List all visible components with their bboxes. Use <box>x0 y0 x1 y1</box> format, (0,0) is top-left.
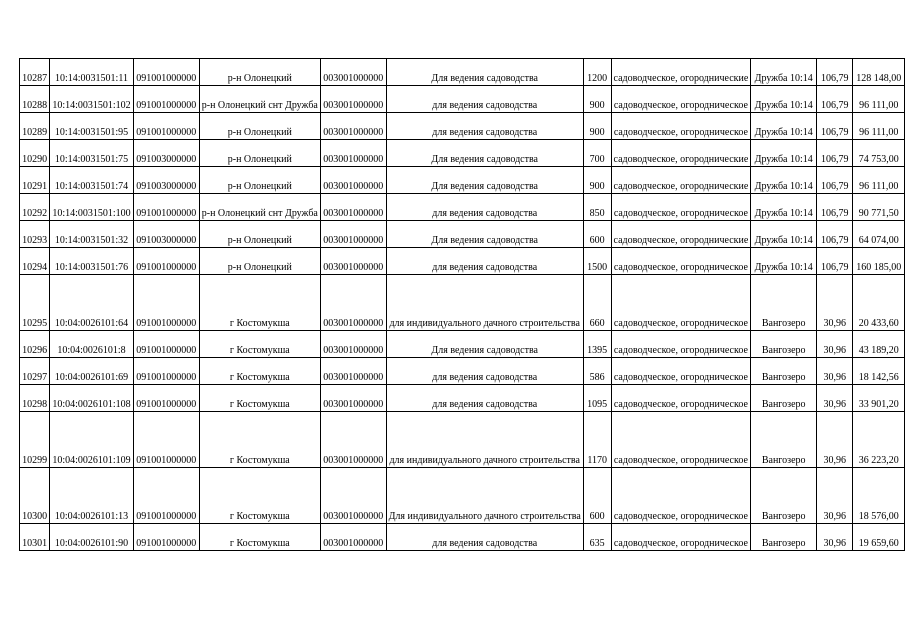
permitted-use-cell: для ведения садоводства <box>386 113 583 140</box>
row-number-cell: 10291 <box>20 167 50 194</box>
area-cell: 1095 <box>583 385 611 412</box>
oktmo-code-cell: 003001000000 <box>320 412 386 468</box>
table-row <box>20 140 905 167</box>
cadastral-value-cell: 160 185,00 <box>853 248 905 275</box>
cadastral-value-cell: 20 433,60 <box>853 275 905 331</box>
okato-code-cell: 091001000000 <box>133 59 199 86</box>
table-row <box>20 221 905 248</box>
area-cell: 1200 <box>583 59 611 86</box>
permitted-use-cell: для ведения садоводства <box>386 86 583 113</box>
specific-value-cell: 106,79 <box>817 140 853 167</box>
cadastral-value-cell: 96 111,00 <box>853 167 905 194</box>
oktmo-code-cell: 003001000000 <box>320 167 386 194</box>
cadastral-number-cell: 10:04:0026101:8 <box>50 331 133 358</box>
oktmo-code-cell: 003001000000 <box>320 140 386 167</box>
specific-value-cell: 30,96 <box>817 412 853 468</box>
specific-value-cell: 30,96 <box>817 468 853 524</box>
okato-code-cell: 091001000000 <box>133 412 199 468</box>
location-cell: р-н Олонецкий снт Дружба <box>199 194 320 221</box>
area-cell: 850 <box>583 194 611 221</box>
cadastral-value-cell: 96 111,00 <box>853 86 905 113</box>
cadastral-number-cell: 10:04:0026101:108 <box>50 385 133 412</box>
cadastral-value-cell: 96 111,00 <box>853 113 905 140</box>
land-use-group-cell: садоводческое, огородническое <box>611 331 751 358</box>
table-row <box>20 331 905 358</box>
okato-code-cell: 091001000000 <box>133 524 199 551</box>
area-cell: 700 <box>583 140 611 167</box>
row-number-cell: 10301 <box>20 524 50 551</box>
table-row <box>20 248 905 275</box>
area-cell: 1395 <box>583 331 611 358</box>
permitted-use-cell: Для ведения садоводства <box>386 59 583 86</box>
table-row <box>20 524 905 551</box>
okato-code-cell: 091001000000 <box>133 331 199 358</box>
valuation-zone-cell: Вангозеро <box>751 385 817 412</box>
location-cell: р-н Олонецкий снт Дружба <box>199 86 320 113</box>
table-row <box>20 113 905 140</box>
area-cell: 1170 <box>583 412 611 468</box>
table-row <box>20 412 905 468</box>
permitted-use-cell: Для ведения садоводства <box>386 331 583 358</box>
valuation-zone-cell: Дружба 10:14 <box>751 59 817 86</box>
table-row <box>20 167 905 194</box>
valuation-zone-cell: Дружба 10:14 <box>751 113 817 140</box>
table-row <box>20 59 905 86</box>
oktmo-code-cell: 003001000000 <box>320 331 386 358</box>
valuation-zone-cell: Вангозеро <box>751 275 817 331</box>
row-number-cell: 10295 <box>20 275 50 331</box>
land-use-group-cell: садоводческое, огородническое <box>611 248 751 275</box>
cadastral-number-cell: 10:14:0031501:102 <box>50 86 133 113</box>
okato-code-cell: 091001000000 <box>133 385 199 412</box>
permitted-use-cell: Для ведения садоводства <box>386 140 583 167</box>
row-number-cell: 10293 <box>20 221 50 248</box>
location-cell: р-н Олонецкий <box>199 221 320 248</box>
row-number-cell: 10294 <box>20 248 50 275</box>
oktmo-code-cell: 003001000000 <box>320 248 386 275</box>
cadastral-value-cell: 43 189,20 <box>853 331 905 358</box>
okato-code-cell: 091001000000 <box>133 194 199 221</box>
cadastral-number-cell: 10:14:0031501:95 <box>50 113 133 140</box>
specific-value-cell: 106,79 <box>817 194 853 221</box>
location-cell: г Костомукша <box>199 412 320 468</box>
land-use-group-cell: садоводческое, огородническое <box>611 113 751 140</box>
cadastral-value-cell: 128 148,00 <box>853 59 905 86</box>
cadastral-number-cell: 10:04:0026101:109 <box>50 412 133 468</box>
cadastral-number-cell: 10:14:0031501:75 <box>50 140 133 167</box>
specific-value-cell: 106,79 <box>817 167 853 194</box>
cadastral-value-cell: 18 576,00 <box>853 468 905 524</box>
okato-code-cell: 091001000000 <box>133 248 199 275</box>
specific-value-cell: 106,79 <box>817 59 853 86</box>
okato-code-cell: 091001000000 <box>133 468 199 524</box>
table-body <box>20 59 905 551</box>
permitted-use-cell: Для ведения садоводства <box>386 167 583 194</box>
land-use-group-cell: садоводческое, огородническое <box>611 86 751 113</box>
specific-value-cell: 106,79 <box>817 86 853 113</box>
area-cell: 586 <box>583 358 611 385</box>
permitted-use-cell: для ведения садоводства <box>386 194 583 221</box>
location-cell: г Костомукша <box>199 331 320 358</box>
valuation-zone-cell: Вангозеро <box>751 358 817 385</box>
cadastral-value-cell: 90 771,50 <box>853 194 905 221</box>
specific-value-cell: 30,96 <box>817 358 853 385</box>
specific-value-cell: 106,79 <box>817 113 853 140</box>
specific-value-cell: 30,96 <box>817 331 853 358</box>
location-cell: р-н Олонецкий <box>199 140 320 167</box>
table-row <box>20 86 905 113</box>
cadastral-number-cell: 10:04:0026101:13 <box>50 468 133 524</box>
oktmo-code-cell: 003001000000 <box>320 468 386 524</box>
location-cell: р-н Олонецкий <box>199 167 320 194</box>
okato-code-cell: 091003000000 <box>133 140 199 167</box>
permitted-use-cell: Для ведения садоводства <box>386 221 583 248</box>
valuation-zone-cell: Вангозеро <box>751 468 817 524</box>
land-use-group-cell: садоводческое, огородническое <box>611 524 751 551</box>
specific-value-cell: 30,96 <box>817 385 853 412</box>
row-number-cell: 10300 <box>20 468 50 524</box>
area-cell: 900 <box>583 86 611 113</box>
oktmo-code-cell: 003001000000 <box>320 358 386 385</box>
area-cell: 900 <box>583 167 611 194</box>
cadastral-number-cell: 10:14:0031501:74 <box>50 167 133 194</box>
area-cell: 600 <box>583 221 611 248</box>
valuation-zone-cell: Дружба 10:14 <box>751 221 817 248</box>
cadastral-number-cell: 10:04:0026101:69 <box>50 358 133 385</box>
okato-code-cell: 091001000000 <box>133 275 199 331</box>
oktmo-code-cell: 003001000000 <box>320 524 386 551</box>
permitted-use-cell: для ведения садоводства <box>386 385 583 412</box>
okato-code-cell: 091003000000 <box>133 167 199 194</box>
cadastral-number-cell: 10:14:0031501:76 <box>50 248 133 275</box>
valuation-zone-cell: Дружба 10:14 <box>751 86 817 113</box>
permitted-use-cell: для ведения садоводства <box>386 524 583 551</box>
okato-code-cell: 091001000000 <box>133 86 199 113</box>
land-use-group-cell: садоводческое, огороднические <box>611 221 751 248</box>
specific-value-cell: 106,79 <box>817 221 853 248</box>
valuation-zone-cell: Дружба 10:14 <box>751 140 817 167</box>
location-cell: г Костомукша <box>199 358 320 385</box>
cadastral-value-cell: 33 901,20 <box>853 385 905 412</box>
cadastral-number-cell: 10:14:0031501:11 <box>50 59 133 86</box>
permitted-use-cell: для ведения садоводства <box>386 358 583 385</box>
area-cell: 635 <box>583 524 611 551</box>
valuation-zone-cell: Вангозеро <box>751 412 817 468</box>
row-number-cell: 10288 <box>20 86 50 113</box>
permitted-use-cell: для ведения садоводства <box>386 248 583 275</box>
specific-value-cell: 30,96 <box>817 524 853 551</box>
okato-code-cell: 091001000000 <box>133 358 199 385</box>
area-cell: 1500 <box>583 248 611 275</box>
table-row <box>20 275 905 331</box>
area-cell: 660 <box>583 275 611 331</box>
row-number-cell: 10292 <box>20 194 50 221</box>
oktmo-code-cell: 003001000000 <box>320 113 386 140</box>
land-use-group-cell: садоводческое, огородническое <box>611 358 751 385</box>
table-row <box>20 468 905 524</box>
land-use-group-cell: садоводческое, огородническое <box>611 468 751 524</box>
land-use-group-cell: садоводческое, огородническое <box>611 385 751 412</box>
area-cell: 600 <box>583 468 611 524</box>
specific-value-cell: 106,79 <box>817 248 853 275</box>
land-use-group-cell: садоводческое, огородническое <box>611 412 751 468</box>
row-number-cell: 10298 <box>20 385 50 412</box>
oktmo-code-cell: 003001000000 <box>320 275 386 331</box>
specific-value-cell: 30,96 <box>817 275 853 331</box>
okato-code-cell: 091001000000 <box>133 113 199 140</box>
area-cell: 900 <box>583 113 611 140</box>
cadastral-value-cell: 64 074,00 <box>853 221 905 248</box>
valuation-zone-cell: Дружба 10:14 <box>751 194 817 221</box>
land-use-group-cell: садоводческое, огороднические <box>611 167 751 194</box>
location-cell: г Костомукша <box>199 275 320 331</box>
cadastral-number-cell: 10:14:0031501:100 <box>50 194 133 221</box>
permitted-use-cell: Для индивидуального дачного строительства <box>386 468 583 524</box>
location-cell: р-н Олонецкий <box>199 248 320 275</box>
row-number-cell: 10289 <box>20 113 50 140</box>
land-use-group-cell: садоводческое, огороднические <box>611 59 751 86</box>
valuation-zone-cell: Дружба 10:14 <box>751 248 817 275</box>
table-row <box>20 385 905 412</box>
row-number-cell: 10287 <box>20 59 50 86</box>
cadastral-number-cell: 10:04:0026101:64 <box>50 275 133 331</box>
permitted-use-cell: для индивидуального дачного строительства <box>386 275 583 331</box>
cadastral-number-cell: 10:04:0026101:90 <box>50 524 133 551</box>
cadastral-value-cell: 18 142,56 <box>853 358 905 385</box>
location-cell: г Костомукша <box>199 468 320 524</box>
valuation-zone-cell: Вангозеро <box>751 524 817 551</box>
row-number-cell: 10290 <box>20 140 50 167</box>
oktmo-code-cell: 003001000000 <box>320 86 386 113</box>
row-number-cell: 10299 <box>20 412 50 468</box>
location-cell: р-н Олонецкий <box>199 113 320 140</box>
location-cell: г Костомукша <box>199 524 320 551</box>
cadastral-value-cell: 19 659,60 <box>853 524 905 551</box>
row-number-cell: 10296 <box>20 331 50 358</box>
table-row <box>20 194 905 221</box>
oktmo-code-cell: 003001000000 <box>320 385 386 412</box>
land-use-group-cell: садоводческое, огородническое <box>611 194 751 221</box>
cadastral-number-cell: 10:14:0031501:32 <box>50 221 133 248</box>
oktmo-code-cell: 003001000000 <box>320 59 386 86</box>
location-cell: р-н Олонецкий <box>199 59 320 86</box>
oktmo-code-cell: 003001000000 <box>320 221 386 248</box>
land-use-group-cell: садоводческое, огороднические <box>611 140 751 167</box>
oktmo-code-cell: 003001000000 <box>320 194 386 221</box>
cadastral-value-table <box>19 58 905 551</box>
cadastral-value-cell: 36 223,20 <box>853 412 905 468</box>
row-number-cell: 10297 <box>20 358 50 385</box>
valuation-zone-cell: Дружба 10:14 <box>751 167 817 194</box>
cadastral-value-cell: 74 753,00 <box>853 140 905 167</box>
okato-code-cell: 091003000000 <box>133 221 199 248</box>
permitted-use-cell: для индивидуального дачного строительства <box>386 412 583 468</box>
valuation-zone-cell: Вангозеро <box>751 331 817 358</box>
table-row <box>20 358 905 385</box>
location-cell: г Костомукша <box>199 385 320 412</box>
land-use-group-cell: садоводческое, огородническое <box>611 275 751 331</box>
